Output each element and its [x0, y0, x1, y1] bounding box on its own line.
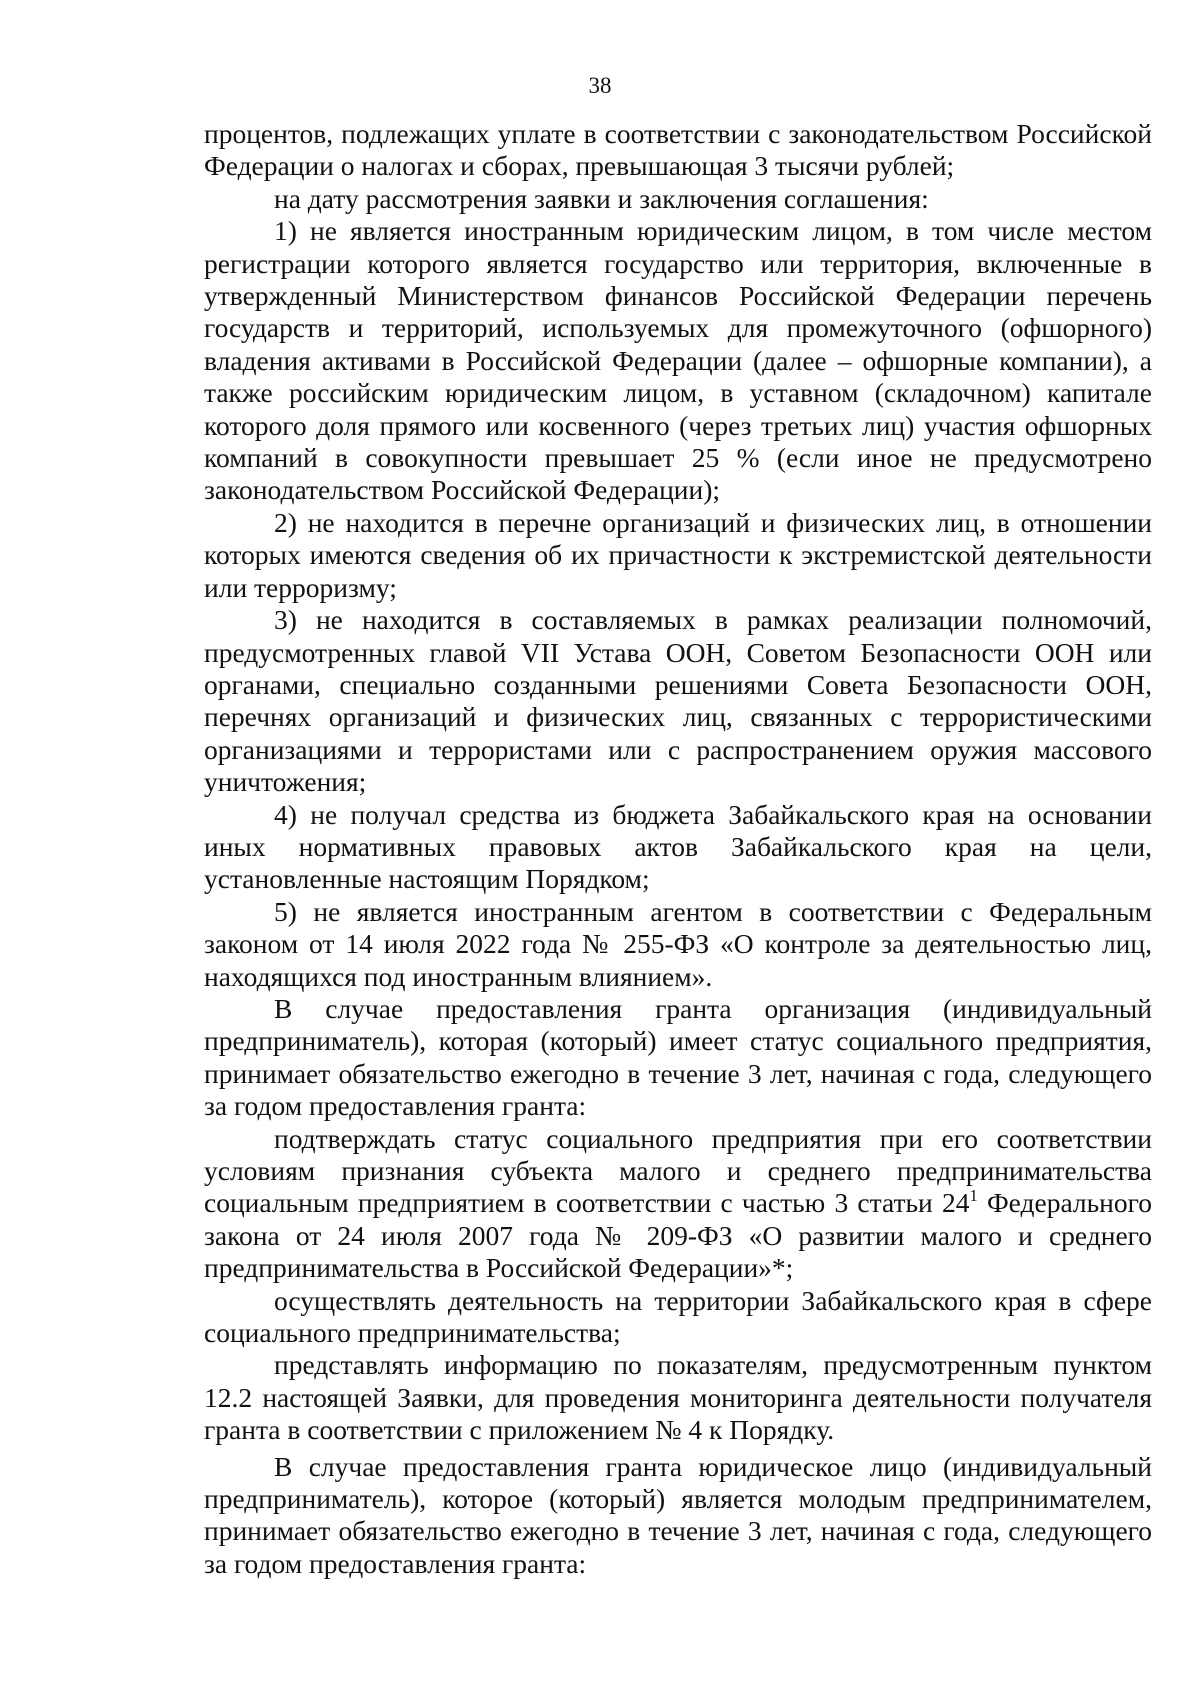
confirm-status-text-end: Федерального закона от 24 июля 2007 года № 209-ФЗ «О развитии малого и среднего предпринимательства в Российской Федерации»*;	[204, 1187, 1152, 1284]
paragraph-young-entrepreneur-obligation: В случае предоставления гранта юридическое лицо (индивидуальный предприниматель), которое (который) является молодым предпринимателем, принимает обязательство ежегодно в течение 3 лет, начиная с года, следующего за годом предоставления гранта:	[204, 1450, 1152, 1579]
paragraph-review-date: на дату рассмотрения заявки и заключения соглашения:	[274, 182, 929, 214]
paragraph-report-indicators: представлять информацию по показателям, предусмотренным пунктом 12.2 настоящей Заявки, для проведения мониторинга деятельности получателя гранта в соответствии с приложением № 4 к Порядку.	[204, 1349, 1152, 1446]
paragraph-activity-territory: осуществлять деятельность на территории Забайкальского края в сфере социального предпринимательства;	[204, 1284, 1152, 1349]
paragraph-item-3: 3) не находится в составляемых в рамках реализации полномочий, предусмотренных главой VII Устава ООН, Советом Безопасности ООН или органами, специально созданными решениями Совета Безопасности ООН, перечнях организаций и физических лиц, связанных с террористическими организациями и террористами или с распространением оружия массового уничтожения;	[204, 604, 1152, 798]
paragraph-taxes-continuation: процентов, подлежащих уплате в соответствии с законодательством Российской Федерации о налогах и сборах, превышающая 3 тысячи рублей;	[204, 118, 1152, 182]
page-number: 38	[588, 73, 612, 98]
paragraph-confirm-status	[204, 1123, 1152, 1285]
confirm-status-text-start: подтверждать статус социального предприятия при его соответствии условиям признания субъекта малого и среднего предпринимательства социальным предприятием в соответствии с частью 3 статьи 24	[204, 1122, 1152, 1219]
paragraph-item-5: 5) не является иностранным агентом в соответствии с Федеральным законом от 14 июля 2022 года № 255-ФЗ «О контроле за деятельностью лиц, находящихся под иностранным влиянием».	[204, 895, 1152, 992]
paragraph-item-1: 1) не является иностранным юридическим лицом, в том числе местом регистрации которого является государство или территория, включенные в утвержденный Министерством финансов Российской Федерации перечень государств и территорий, используемых для промежуточного (офшорного) владения активами в Российской Федерации (далее – офшорные компании), а также российским юридическим лицом, в уставном (складочном) капитале которого доля прямого или косвенного (через третьих лиц) участия офшорных компаний в совокупности превышает 25 % (если иное не предусмотрено законодательством Российской Федерации);	[204, 215, 1152, 506]
paragraph-item-2: 2) не находится в перечне организаций и физических лиц, в отношении которых имеются сведения об их причастности к экстремистской деятельности или терроризму;	[204, 506, 1152, 603]
document-body	[204, 118, 1152, 1580]
superscript-one: 1	[969, 1185, 978, 1205]
paragraph-social-enterprise-obligation: В случае предоставления гранта организация (индивидуальный предприниматель), которая (который) имеет статус социального предприятия, принимает обязательство ежегодно в течение 3 лет, начиная с года, следующего за годом предоставления гранта:	[204, 992, 1152, 1122]
paragraph-item-4: 4) не получал средства из бюджета Забайкальского края на основании иных нормативных правовых актов Забайкальского края на цели, установленные настоящим Порядком;	[204, 798, 1152, 895]
